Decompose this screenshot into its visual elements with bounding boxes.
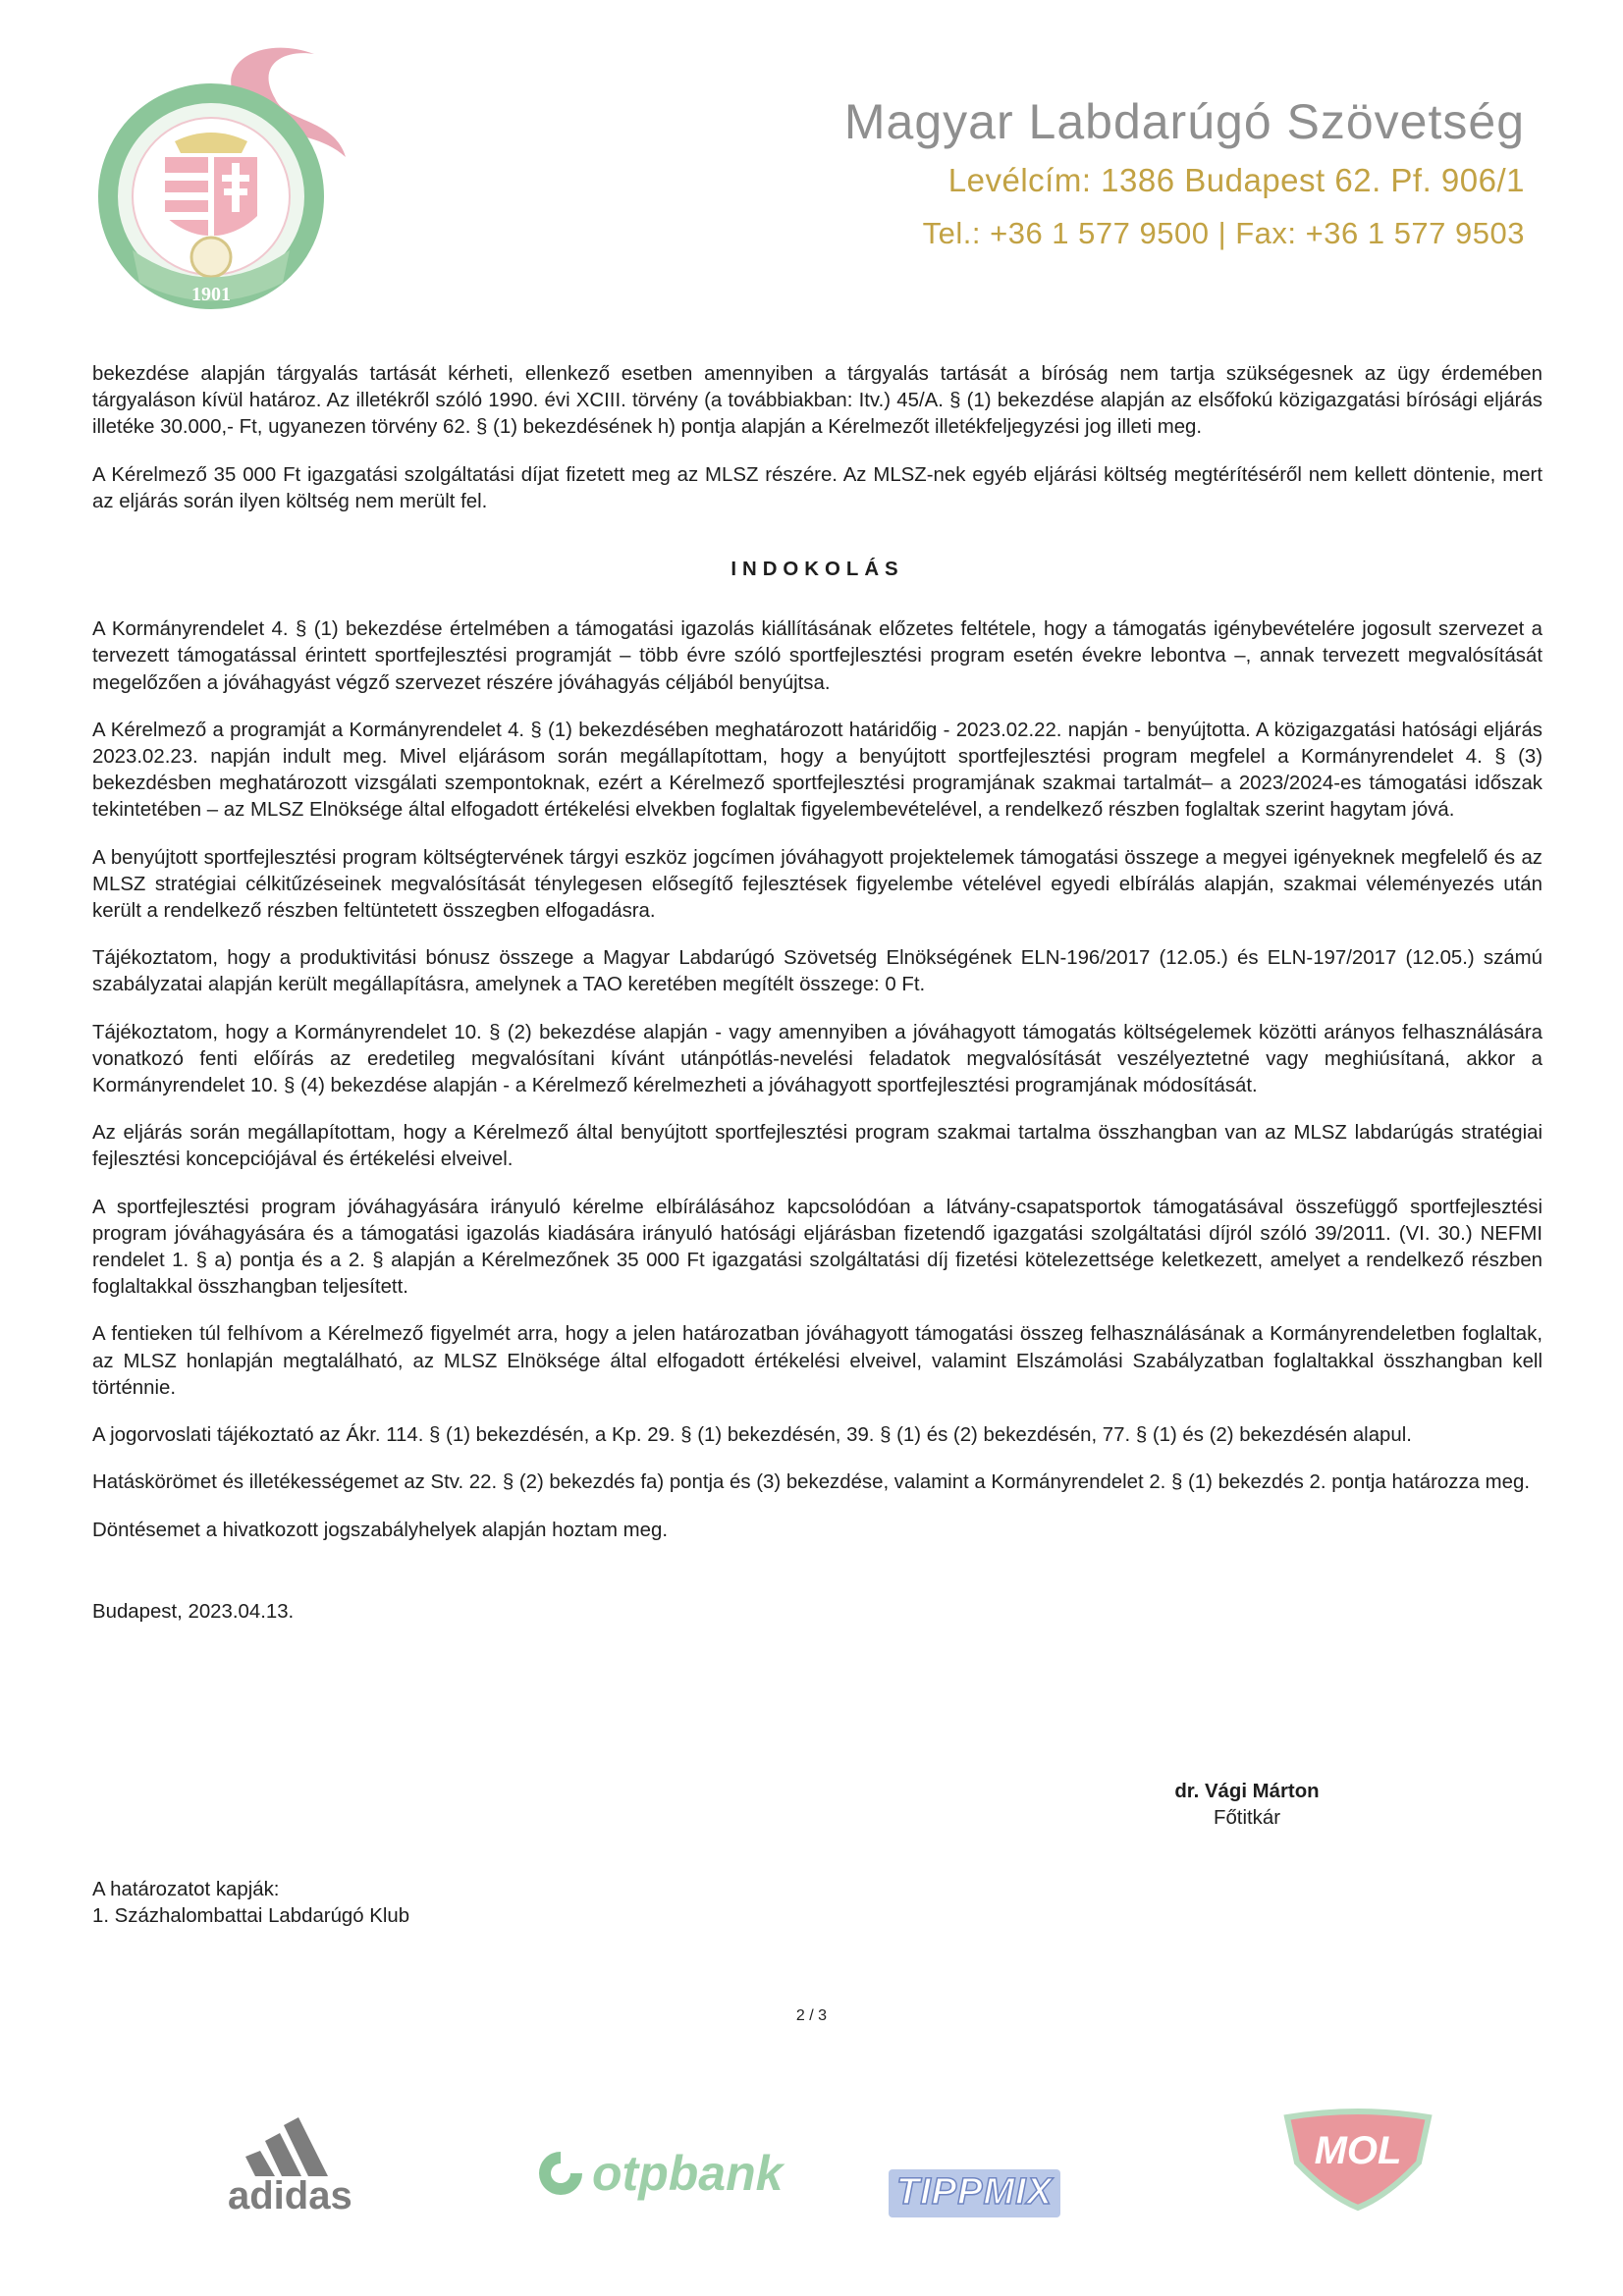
adidas-logo: [228, 2106, 395, 2217]
paragraph: bekezdése alapján tárgyalás tartását kérheti, ellenkező esetben amennyiben a tárgyalás tartását a bíróság nem tartja szükségesnek az ügy érdemében tárgyaláson kívül határoz. Az illetékről szóló 1990. évi XCIII. törvény (a továbbiakban: Itv.) 45/A. § (1) bekezdése alapján az elsőfokú közigazgatási bírósági eljárás illetéke 30.000,- Ft, ugyanezen törvény 62. § (1) bekezdésének h) pontja alapján a Kérelmezőt illetékfeljegyzési jog illeti meg.: [92, 363, 1542, 439]
place-date: Budapest, 2023.04.13.: [92, 1600, 295, 1623]
signer-name: dr. Vági Márton: [1174, 1781, 1320, 1802]
paragraph: Tájékoztatom, hogy a produktivitási bónusz összege a Magyar Labdarúgó Szövetség Elnökségének ELN-196/2017 (12.05.) és ELN-197/2017 (12.05.) számú szabályzatai alapján került megállapításra, amelynek a TAO keretében megítélt összege: 0 Ft.: [92, 947, 1542, 996]
paragraph: A sportfejlesztési program jóváhagyására irányuló kérelme elbírálásához kapcsolódóan a látvány-csapatsportok támogatásával összefüggő sportfejlesztési program jóváhagyására és a támogatási igazolás kiadására irányuló hatósági eljárásban fizetendő igazgatási szolgáltatási díjról szóló 39/2011. (VI. 30.) NEFMI rendelet 1. § a) pontja és a 2. § alapján a Kérelmezőnek 35 000 Ft igazgatási szolgáltatási díj fizetési kötelezettsége keletkezett, amelyet a rendelkező részben foglaltakkal összhangban teljesített.: [92, 1196, 1542, 1299]
paragraph: Hatáskörömet és illetékességemet az Stv. 22. § (2) bekezdés fa) pontja és (3) bekezdése, valamint a Kormányrendelet 2. § (1) bekezdés 2. pontja határozza meg.: [92, 1471, 1530, 1494]
page-number: 2 / 3: [795, 2007, 828, 2024]
mol-logo: [1279, 2106, 1436, 2214]
logo-year: 1901: [191, 284, 231, 305]
signer-title: Főtitkár: [1214, 1807, 1280, 1829]
document-body: [92, 361, 1542, 1626]
paragraph: Tájékoztatom, hogy a Kormányrendelet 10. § (2) bekezdése alapján - vagy amennyiben a jóváhagyott támogatás költségelemek közötti arányos felhasználására vonatkozó fenti előírás az eredetileg megvalósítani kívánt utánpótlás-nevelési feladatok megvalósítását veszélyeztetné vagy meghiúsítaná, akkor a Kormányrendelet 10. § (4) bekezdése alapján - a Kérelmező kérelmezheti a jóváhagyott sportfejlesztési programjának módosítását.: [92, 1021, 1542, 1097]
org-phone-fax: Tel.: +36 1 577 9500 | Fax: +36 1 577 9503: [922, 216, 1525, 250]
otp-swirl-icon: [535, 2148, 586, 2199]
tippmix-wordmark: TIPPMIX: [896, 2171, 1054, 2213]
paragraph: A fentieken túl felhívom a Kérelmező figyelmét arra, hogy a jelen határozatban jóváhagyott támogatási összeg felhasználásának a Kormányrendeletben foglaltak, az MLSZ honlapján megtalálható, az MLSZ Elnöksége által elfogadott értékelési elveivel, valamint Elszámolási Szabályzatban foglaltakkal összhangban kell történnie.: [92, 1323, 1542, 1399]
recipients-block: [92, 1877, 409, 1930]
mlsz-logo: [88, 39, 373, 324]
recipients-label: A határozatot kapják:: [92, 1879, 280, 1900]
paragraph: A benyújtott sportfejlesztési program költségtervének tárgyi eszköz jogcímen jóváhagyott projektelemek támogatási összege a megyei igényeknek megfelelő és az MLSZ stratégiai célkitűzéseinek megvalósítását ténylegesen elősegítő fejlesztések figyelembe vételével egyedi elbírálás alapján, szakmai véleményezés után került a rendelkező részben feltüntetett összegben elfogadásra.: [92, 846, 1542, 923]
paragraph: Döntésemet a hivatkozott jogszabályhelyek alapján hoztam meg.: [92, 1519, 668, 1541]
paragraph: A Kérelmező a programját a Kormányrendelet 4. § (1) bekezdésében meghatározott határidőig - 2023.02.22. napján - benyújtotta. A közigazgatási hatósági eljárás 2023.02.23. napján indult meg. Mivel eljárásom során megállapítottam, hogy a benyújtott sportfejlesztési program megfelel a Kormányrendelet 4. § (3) bekezdésben meghatározott vizsgálati szempontoknak, ezért a Kérelmező sportfejlesztési programjának szakmai tartalmát– a 2023/2024-es támogatási időszak tekintetében – az MLSZ Elnöksége által elfogadott értékelési elvekben foglaltak figyelembevételével, a rendelkező részben foglaltak szerint hagytam jóvá.: [92, 719, 1542, 822]
section-heading: INDOKOLÁS: [730, 559, 904, 581]
paragraph: Az eljárás során megállapítottam, hogy a Kérelmező által benyújtott sportfejlesztési program szakmai tartalma összhangban van az MLSZ labdarúgás stratégiai fejlesztési koncepciójával és értékelési elveivel.: [92, 1122, 1542, 1171]
mol-wordmark: MOL: [1314, 2129, 1402, 2172]
tippmix-logo: [889, 2169, 1060, 2217]
org-address: Levélcím: 1386 Budapest 62. Pf. 906/1: [947, 162, 1525, 198]
paragraph: A Kormányrendelet 4. § (1) bekezdése értelmében a támogatási igazolás kiállításának előzetes feltétele, hogy a támogatás igénybevételére jogosult szervezet a tervezett támogatással érintett sportfejlesztési programját – több évre szóló sportfejlesztési program esetén évekre lebontva –, annak tervezett megvalósítását megelőzően a jóváhagyást végző szervezet részére jóváhagyás céljából benyújtsa.: [92, 618, 1542, 694]
otpbank-wordmark: otpbank: [592, 2146, 784, 2201]
letterhead: [0, 0, 1623, 334]
signature-block: [1168, 1779, 1325, 1832]
paragraph: A Kérelmező 35 000 Ft igazgatási szolgáltatási díjat fizetett meg az MLSZ részére. Az MLSZ-nek egyéb eljárási költség megtérítéséről nem kellett döntenie, mert az eljárás során ilyen költség nem merült fel.: [92, 463, 1542, 512]
recipient-item: 1. Százhalombattai Labdarúgó Klub: [92, 1905, 410, 1927]
sponsor-bar: [0, 2091, 1623, 2238]
org-name: Magyar Labdarúgó Szövetség: [843, 94, 1525, 149]
paragraph: A jogorvoslati tájékoztató az Ákr. 114. § (1) bekezdésén, a Kp. 29. § (1) bekezdésén, 39. § (1) és (2) bekezdésén, 77. § (1) és (2) bekezdésén alapul.: [92, 1424, 1412, 1447]
adidas-wordmark: adidas: [228, 2174, 352, 2217]
